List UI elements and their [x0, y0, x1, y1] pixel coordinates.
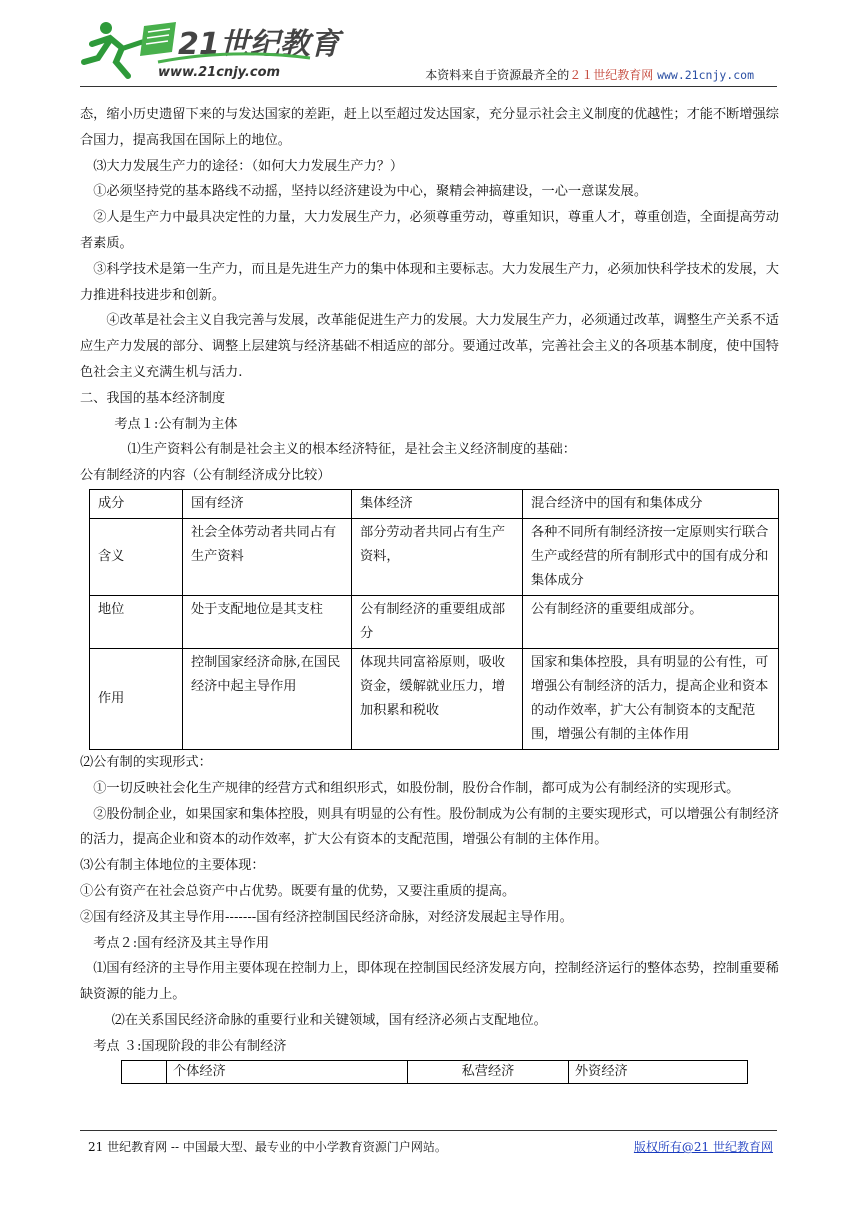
- paragraph: ③科学技术是第一生产力，而且是先进生产力的集中体现和主要标志。大力发展生产力，必须加快科学技术的发展，大力推进科技进步和创新。: [80, 261, 779, 303]
- table-cell: 部分劳动者共同占有生产资料，: [352, 518, 523, 595]
- paragraph: ②人是生产力中最具决定性的力量，大力发展生产力，必须尊重劳动，尊重知识，尊重人才，尊重创造，全面提高劳动者素质。: [80, 210, 779, 251]
- paragraph: ⑴国有经济的主导作用主要体现在控制力上，即体现在控制国民经济发展方向，控制经济运行的整体态势，控制重要稀缺资源的能力上。: [80, 961, 779, 1003]
- paragraph: ①必须坚持党的基本路线不动摇，坚持以经济建设为中心，聚精会神搞建设，一心一意谋发展。: [93, 184, 648, 200]
- exam-point-heading: 考点 ３:国现阶段的非公有制经济: [93, 1038, 287, 1054]
- paragraph: ⑴生产资料公有制是社会主义的根本经济特征，是社会主义经济制度的基础：: [127, 442, 576, 458]
- table-cell: 社会全体劳动者共同占有生产资料: [183, 518, 352, 595]
- paragraph: ④改革是社会主义自我完善与发展，改革能促进生产力的发展。大力发展生产力，必须通过改革，调整生产关系不适应生产力发展的部分、调整上层建筑与经济基础不相适应的部分。要通过改革，完善社会主义的各项基本制度，使中国特色社会主义充满生机与活力.: [80, 313, 779, 380]
- section-heading: 二、我国的基本经济制度: [80, 390, 226, 406]
- non-public-economy-table: [121, 1060, 748, 1084]
- table-cell: 地位: [90, 595, 183, 648]
- table-header-row: [90, 489, 779, 518]
- logo-text: 21世纪教育: [178, 27, 340, 62]
- paragraph: ⑵公有制的实现形式：: [80, 754, 212, 770]
- paragraph: ①公有资产在社会总资产中占优势。既要有量的优势，又要注重质的提高。: [80, 883, 516, 899]
- table-header-cell: [122, 1060, 167, 1083]
- table-header-cell: 混合经济中的国有和集体成分: [523, 489, 779, 518]
- table-header-cell: 外资经济: [569, 1060, 748, 1083]
- document-body: [80, 102, 780, 1084]
- table-cell: 公有制经济的重要组成部分: [352, 595, 523, 648]
- exam-point-heading: 考点２:国有经济及其主导作用: [93, 935, 270, 951]
- paragraph: ⑶大力发展生产力的途径：（如何大力发展生产力？）: [93, 158, 404, 174]
- table-header-cell: 集体经济: [352, 489, 523, 518]
- table-row: [90, 648, 779, 749]
- paragraph: ②股份制企业，如果国家和集体控股，则具有明显的公有性。股份制成为公有制的主要实现形式，可以增强公有制经济的活力，提高企业和资本的动作效率，扩大公有资本的支配范围，增强公有制的主体作用。: [80, 806, 779, 848]
- source-prefix: 本资料来自于资源最齐全的: [425, 68, 570, 82]
- paragraph: ②国有经济及其主导作用-------国有经济控制国民经济命脉，对经济发展起主导作用。: [80, 909, 573, 925]
- table-header-row: [122, 1060, 748, 1083]
- table-cell: 作用: [90, 648, 183, 749]
- exam-point-heading: 考点１:公有制为主体: [114, 416, 238, 432]
- header-source-line: [425, 66, 754, 83]
- source-url[interactable]: www.21cnjy.com: [657, 68, 754, 82]
- table-cell: 体现共同富裕原则，吸收资金，缓解就业压力，增加积累和税收: [352, 648, 523, 749]
- table-cell: 含义: [90, 518, 183, 595]
- footer-divider: [80, 1130, 777, 1131]
- logo-url: www.21cnjy.com: [158, 65, 281, 80]
- table-header-cell: 成分: [90, 489, 183, 518]
- table-row: [90, 518, 779, 595]
- page-header: [0, 0, 860, 92]
- header-divider: [80, 86, 777, 87]
- table-cell: 处于支配地位是其支柱: [183, 595, 352, 648]
- paragraph: ①一切反映社会化生产规律的经营方式和组织形式，如股份制，股份合作制，都可成为公有制经济的实现形式。: [93, 780, 740, 796]
- source-site[interactable]: ２１世纪教育网: [569, 68, 654, 82]
- table-header-cell: 个体经济: [167, 1060, 408, 1083]
- table-cell: 国家和集体控股，具有明显的公有性，可增强公有制经济的活力，提高企业和资本的动作效率，扩大公有制资本的支配范围，增强公有制的主体作用: [523, 648, 779, 749]
- table-header-cell: 私营经济: [408, 1060, 569, 1083]
- copyright-link[interactable]: 版权所有@21 世纪教育网: [633, 1140, 773, 1154]
- footer-text: 21 世纪教育网 -- 中国最大型、最专业的中小学教育资源门户网站。: [88, 1140, 447, 1154]
- comparison-table: [89, 489, 779, 750]
- table-cell: 公有制经济的重要组成部分。: [523, 595, 779, 648]
- table-header-cell: 国有经济: [183, 489, 352, 518]
- table-row: [90, 595, 779, 648]
- paragraph: ⑶公有制主体地位的主要体现：: [80, 858, 265, 874]
- table-cell: 控制国家经济命脉,在国民经济中起主导作用: [183, 648, 352, 749]
- paragraph: ⑵在关系国民经济命脉的重要行业和关键领域，国有经济必须占支配地位。: [111, 1012, 547, 1028]
- site-logo: [80, 18, 340, 84]
- table-cell: 各种不同所有制经济按一定原则实行联合生产或经营的所有制形式中的国有成分和集体成分: [523, 518, 779, 595]
- table-caption: 公有制经济的内容（公有制经济成分比较）: [80, 468, 331, 484]
- paragraph: 态，缩小历史遗留下来的与发达国家的差距，赶上以至超过发达国家，充分显示社会主义制度的优越性；才能不断增强综合国力，提高我国在国际上的地位。: [80, 107, 779, 148]
